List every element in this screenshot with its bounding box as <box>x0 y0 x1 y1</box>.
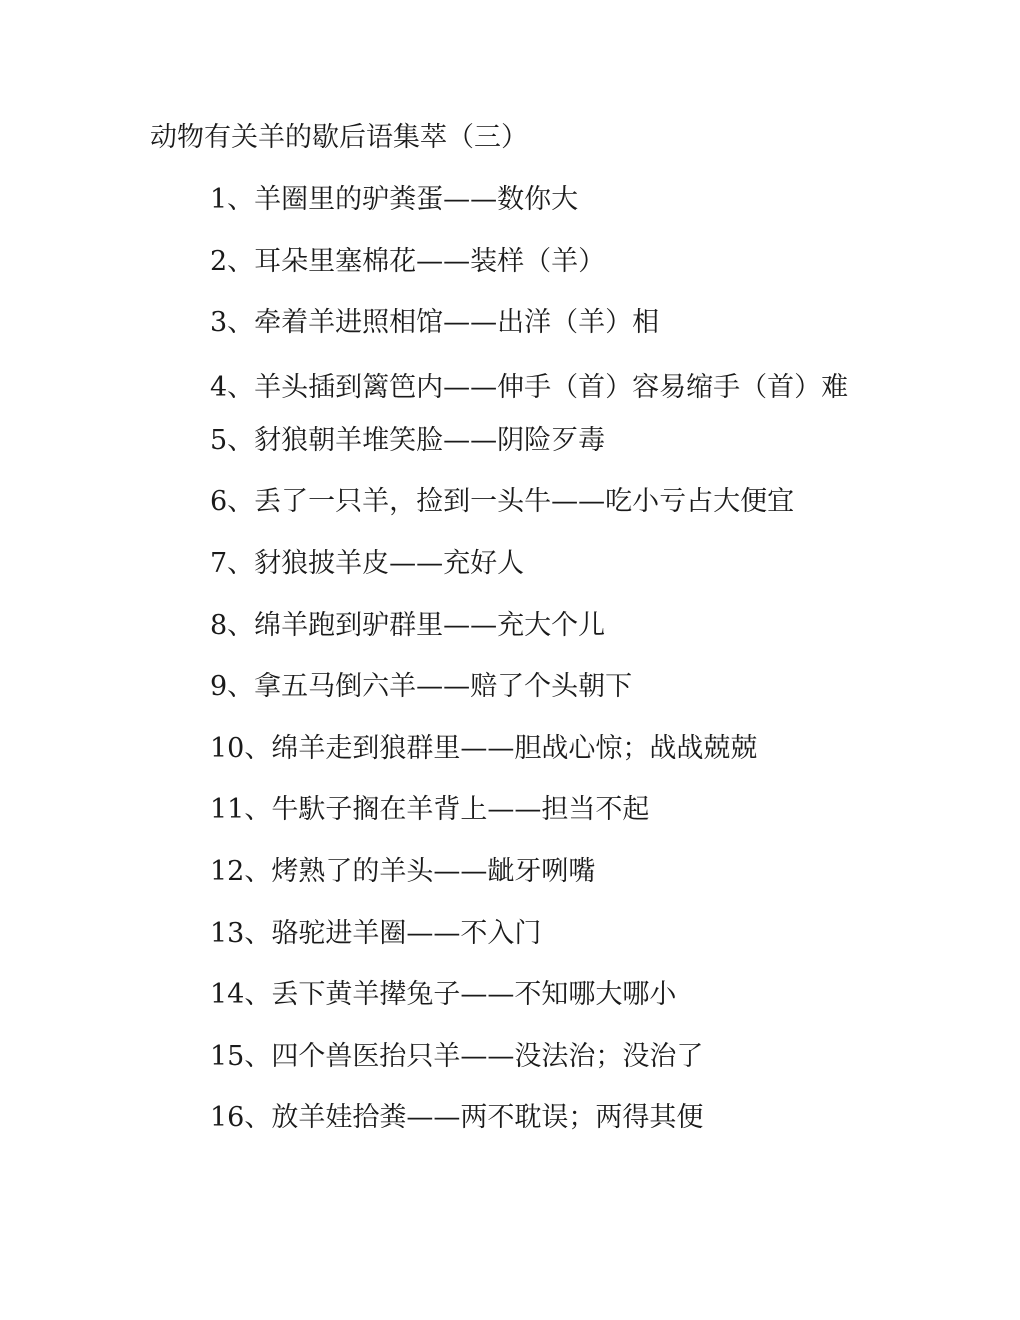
list-item: 16、放羊娃拾粪——两不耽误；两得其便 <box>210 1102 704 1134</box>
list-item: 14、丢下黄羊撵兔子——不知哪大哪小 <box>210 979 677 1011</box>
list-item: 12、烤熟了的羊头——龇牙咧嘴 <box>210 855 596 887</box>
list-item: 1、羊圈里的驴粪蛋——数你大 <box>210 184 579 215</box>
list-item: 4、羊头插到篱笆内——伸手（首）容易缩手（首）难 <box>210 371 849 403</box>
list-item: 8、绵羊跑到驴群里——充大个儿 <box>210 609 606 641</box>
list-item: 3、牵着羊进照相馆——出洋（羊）相 <box>210 307 660 339</box>
proverb-list <box>150 180 890 1160</box>
list-item: 11、牛馱子搁在羊背上——担当不起 <box>210 794 650 826</box>
list-item: 9、拿五马倒六羊——赔了个头朝下 <box>210 671 633 703</box>
list-item: 2、耳朵里塞棉花——装样（羊） <box>210 245 606 277</box>
list-item: 13、骆驼进羊圈——不入门 <box>210 917 542 949</box>
list-item: 15、四个兽医抬只羊——没法治；没治了 <box>210 1040 704 1072</box>
list-item: 7、豺狼披羊皮——充好人 <box>210 547 525 579</box>
list-item: 10、绵羊走到狼群里——胆战心惊；战战兢兢 <box>210 732 758 764</box>
list-item: 5、豺狼朝羊堆笑脸——阴险歹毒 <box>210 424 606 456</box>
document-title: 动物有关羊的歇后语集萃（三） <box>150 122 528 153</box>
list-item: 6、丢了一只羊，捡到一头牛——吃小亏占大便宜 <box>210 486 795 518</box>
